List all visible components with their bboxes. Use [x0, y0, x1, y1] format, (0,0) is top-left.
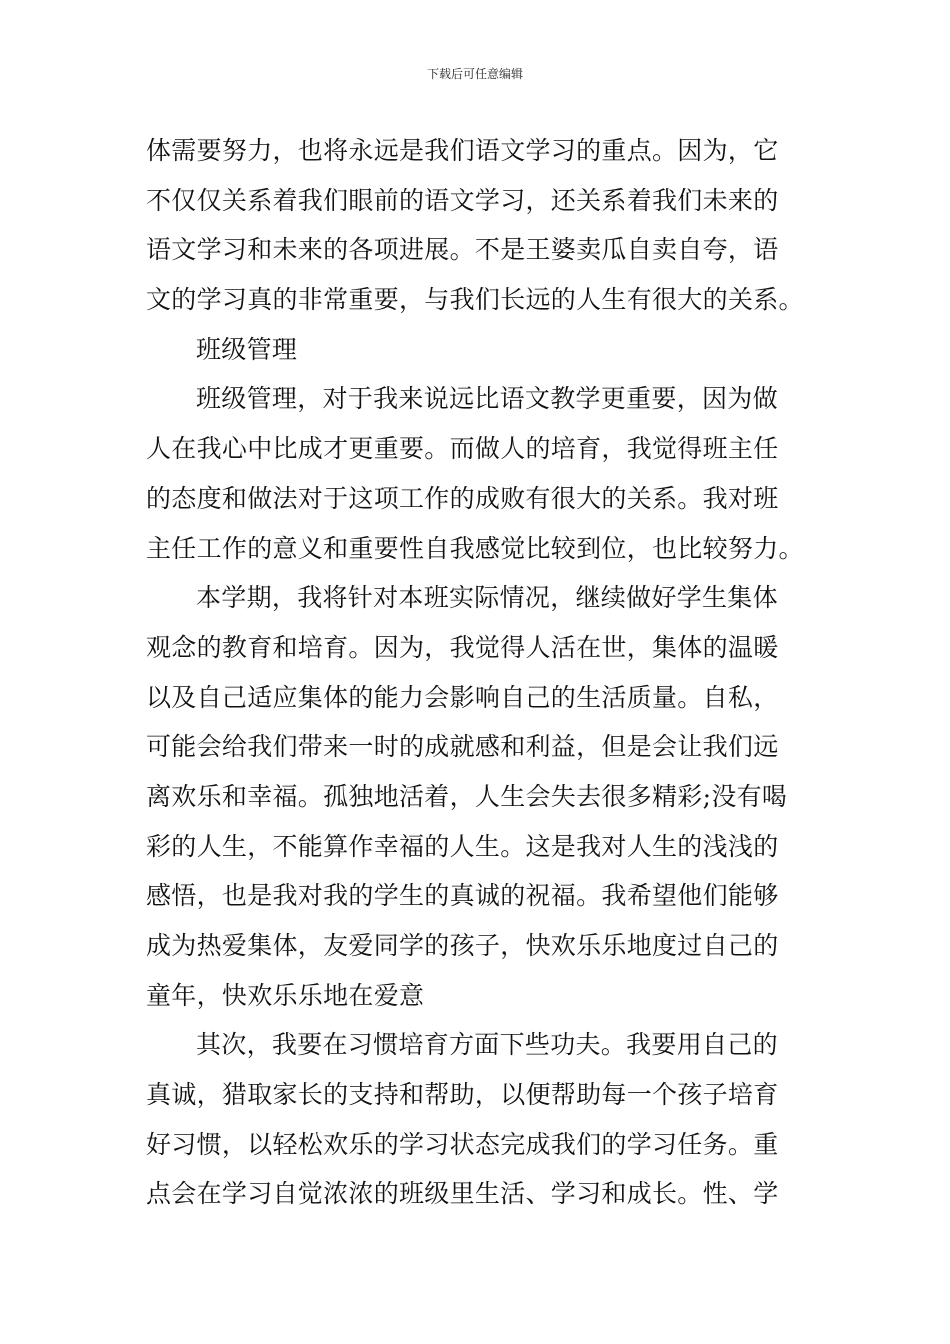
text-line: 其次，我要在习惯培育方面下些功夫。我要用自己的	[196, 1030, 778, 1060]
text-line: 班级管理	[196, 334, 298, 364]
text-line: 离欢乐和幸福。孤独地活着，人生会失去很多精彩;没有喝	[146, 781, 788, 811]
text-line: 文的学习真的非常重要，与我们长远的人生有很大的关系。	[146, 285, 804, 315]
text-line: 本学期，我将针对本班实际情况，继续做好学生集体	[196, 583, 778, 613]
text-line: 真诚，猎取家长的支持和帮助，以便帮助每一个孩子培育	[146, 1080, 779, 1110]
document-body	[146, 126, 808, 1219]
text-line: 人在我心中比成才更重要。而做人的培育，我觉得班主任	[146, 434, 779, 464]
text-line: 好习惯，以轻松欢乐的学习状态完成我们的学习任务。重	[146, 1129, 779, 1159]
text-line: 点会在学习自觉浓浓的班级里生活、学习和成长。性、学	[146, 1179, 779, 1209]
text-line: 成为热爱集体，友爱同学的孩子，快欢乐乐地度过自己的	[146, 931, 779, 960]
text-line: 彩的人生，不能算作幸福的人生。这是我对人生的浅浅的	[146, 831, 779, 861]
text-line: 观念的教育和培育。因为，我觉得人活在世，集体的温暖	[146, 632, 779, 662]
text-line: 不仅仅关系着我们眼前的语文学习，还关系着我们未来的	[146, 185, 779, 215]
text-line: 语文学习和未来的各项进展。不是王婆卖瓜自卖自夸，语	[146, 235, 779, 265]
text-line: 体需要努力，也将永远是我们语文学习的重点。因为，它	[146, 136, 779, 165]
page-header: 下载后可任意编辑	[426, 67, 523, 81]
text-line: 感悟，也是我对我的学生的真诚的祝福。我希望他们能够	[146, 881, 779, 911]
text-line: 以及自己适应集体的能力会影响自己的生活质量。自私，	[146, 682, 779, 712]
text-line: 可能会给我们带来一时的成就感和利益，但是会让我们远	[146, 732, 779, 762]
text-line: 的态度和做法对于这项工作的成败有很大的关系。我对班	[146, 483, 779, 513]
text-line: 班级管理，对于我来说远比语文教学更重要，因为做	[196, 384, 778, 414]
text-line: 童年，快欢乐乐地在爱意	[146, 980, 425, 1010]
text-line: 主任工作的意义和重要性自我感觉比较到位，也比较努力。	[146, 533, 804, 563]
